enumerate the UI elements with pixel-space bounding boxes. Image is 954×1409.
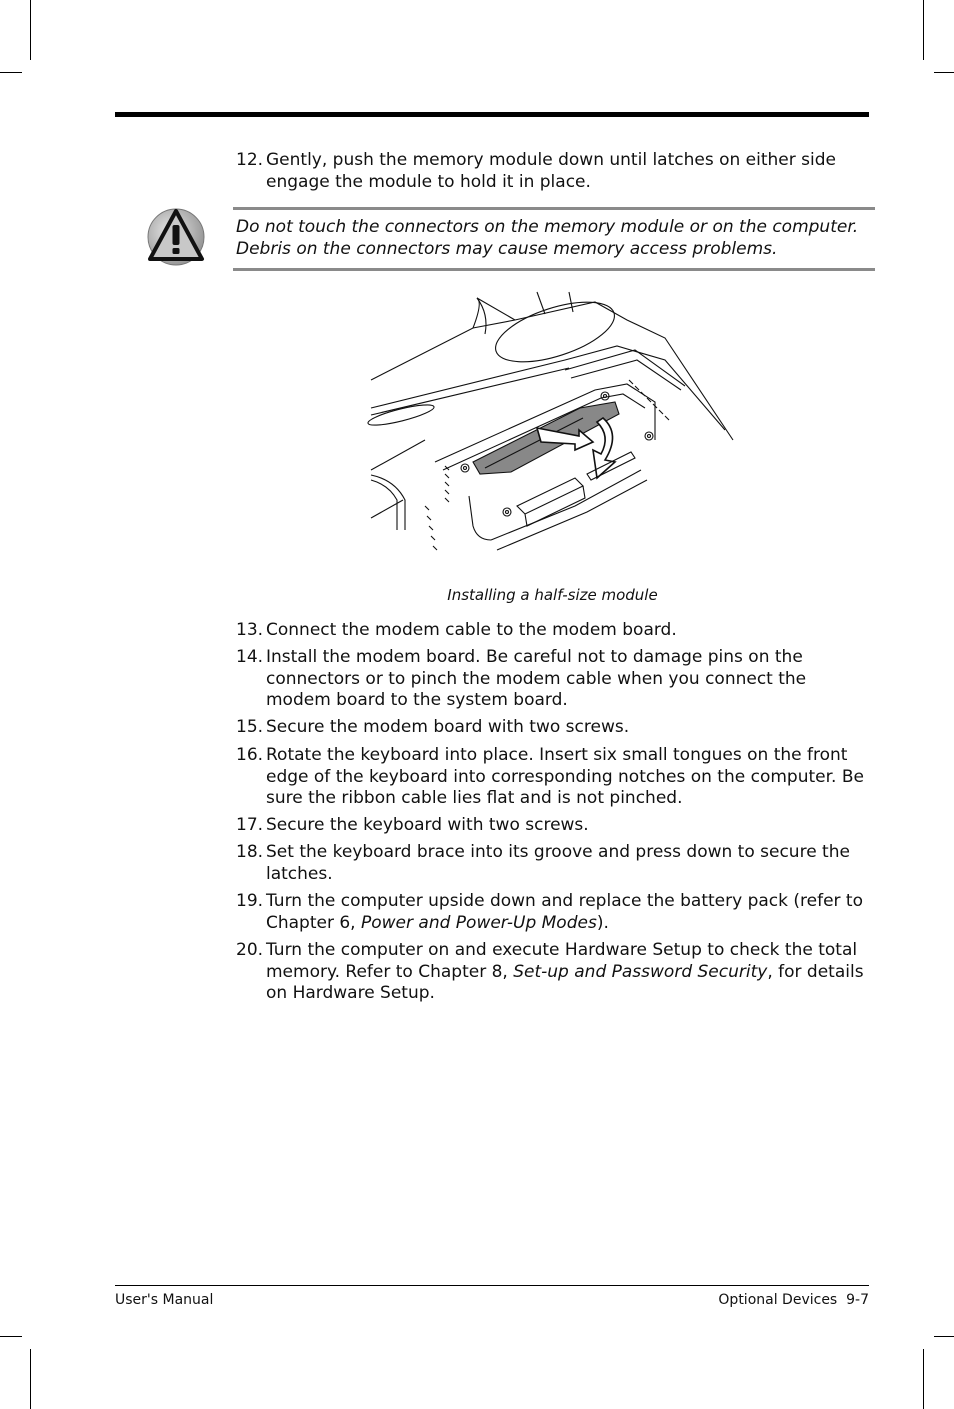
caution-line: Debris on the connectors may cause memory access problems.: [236, 238, 778, 259]
caution-line: Do not touch the connectors on the memory module or on the computer.: [236, 217, 859, 237]
step-text: Set the keyboard brace into its groove and press down to secure the latches.: [266, 842, 850, 884]
step-item: [236, 891, 876, 934]
crop-mark: [934, 72, 954, 73]
step-number: 19.: [236, 891, 264, 911]
step-number: 13.: [236, 620, 264, 640]
footer-right: Optional Devices 9-7: [718, 1292, 869, 1308]
step-number: 20.: [236, 940, 264, 960]
step-text: Secure the keyboard with two screws.: [266, 815, 589, 835]
step-text: Gently, push the memory module down until latches on either side engage the module to hold it in place.: [266, 150, 836, 192]
step-number: 18.: [236, 842, 264, 862]
crop-mark: [0, 1336, 22, 1337]
step-item: [236, 815, 876, 837]
figure-caption: Installing a half-size module: [447, 586, 658, 604]
step-item: [236, 150, 876, 193]
step-text: [266, 940, 876, 1005]
step-item: [236, 842, 876, 885]
step-item: [236, 717, 876, 739]
crop-mark: [30, 0, 31, 60]
header-rule: [115, 112, 869, 117]
footer-left: User's Manual: [115, 1292, 214, 1308]
caution-note: [233, 207, 875, 271]
chapter-reference: Set-up and Password Security: [513, 961, 768, 982]
crop-mark: [0, 72, 22, 73]
chapter-reference: Power and Power-Up Modes: [361, 912, 597, 933]
step-text-part: ).: [596, 912, 609, 933]
footer-rule: [115, 1285, 869, 1286]
step-number: 16.: [236, 745, 264, 765]
step-text: Connect the modem cable to the modem board.: [266, 620, 677, 640]
module-installation-illustration: [365, 290, 737, 575]
caution-triangle-icon: [145, 205, 207, 267]
step-text: [266, 891, 876, 934]
step-text-part: Turn the computer upside down and replace the battery pack (refer to Chapter 6,: [266, 891, 863, 933]
step-text: Rotate the keyboard into place. Insert six small tongues on the front edge of the keyboard into corresponding notches on the computer. Be sure the ribbon cable lies flat and is not pinched.: [266, 745, 864, 808]
step-text-part: , for details on Hardware Setup.: [266, 961, 864, 1003]
step-number: 17.: [236, 815, 264, 835]
step-number: 14.: [236, 647, 264, 667]
step-text: Secure the modem board with two screws.: [266, 717, 630, 737]
step-number: 12.: [236, 150, 264, 170]
step-item: [236, 647, 876, 712]
step-text-part: Turn the computer on and execute Hardware Setup to check the total memory. Refer to Chapter 8,: [266, 940, 858, 982]
crop-mark: [923, 0, 924, 60]
crop-mark: [934, 1336, 954, 1337]
crop-mark: [923, 1349, 924, 1409]
step-item: [236, 620, 876, 642]
crop-mark: [30, 1349, 31, 1409]
step-number: 15.: [236, 717, 264, 737]
step-item: [236, 745, 876, 810]
step-text: Install the modem board. Be careful not to damage pins on the connectors or to pinch the modem cable when you connect the modem board to the system board.: [266, 647, 807, 710]
step-item: [236, 940, 876, 1005]
